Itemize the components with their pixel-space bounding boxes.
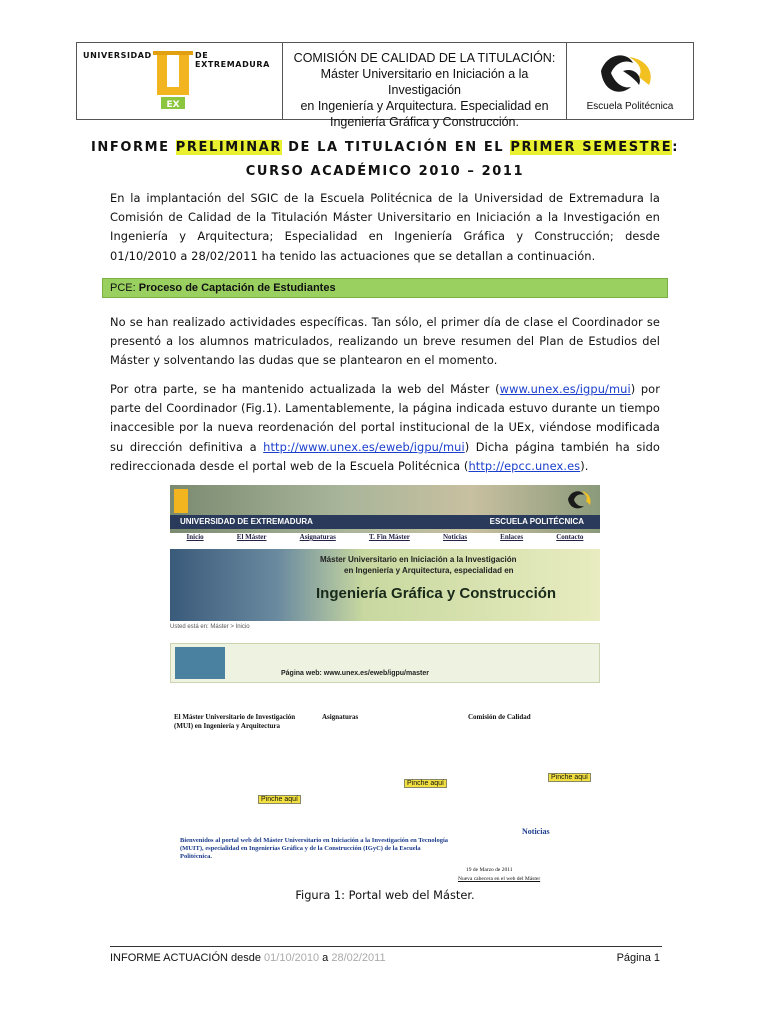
- commission-title: COMISIÓN DE CALIDAD DE LA TITULACIÓN:: [293, 51, 556, 65]
- site-hero-title: Ingeniería Gráfica y Construcción: [316, 585, 557, 602]
- school-name: Escuela Politécnica: [586, 101, 674, 112]
- footer-left: [110, 952, 386, 964]
- site-hero-line1: Máster Universitario en Iniciación a la Investigación: [320, 555, 517, 564]
- section-prefix: PCE:: [110, 282, 139, 294]
- site-col-asignaturas: [322, 713, 452, 721]
- footer-date-end: 28/02/2011: [331, 952, 386, 964]
- footer-label: INFORME ACTUACIÓN desde: [110, 952, 265, 964]
- site-nav-enlaces[interactable]: Enlaces: [500, 533, 524, 541]
- title-part1: INFORME: [90, 140, 176, 155]
- course-year: CURSO ACADÉMICO 2010 – 2011: [245, 164, 525, 179]
- paragraph-website-text3: ) Dicha página también ha sido redireccionada desde el portal web de la Escuela Politécnica (: [110, 439, 660, 473]
- site-news-date: 19 de Marzo de 2011: [466, 867, 513, 873]
- section-label: Proceso de Captación de Estudiantes: [138, 282, 336, 294]
- site-col-master: [174, 713, 304, 731]
- site-welcome-text: Bienvenidos al portal web del Máster Universitario en Iniciación a la Investigación en Tecnología (MUIT), especialidad en Ingenierías Gráfica y de la Construcción (IGyC) de la Escuela Politécnica.: [180, 837, 449, 860]
- title-part2: DE LA TITULACIÓN EN EL: [282, 140, 511, 155]
- document-header: [76, 42, 694, 129]
- paragraph-website-text1: Por otra parte, se ha mantenido actualizada la web del Máster (: [110, 382, 500, 396]
- master-title-line3: Ingeniería Gráfica y Construcción.: [330, 115, 519, 129]
- site-school-logo-icon: [566, 489, 592, 511]
- report-title-line1: [0, 136, 770, 160]
- site-banner-university: UNIVERSIDAD DE EXTREMADURA: [180, 517, 313, 526]
- footer-date-start: 01/10/2010: [264, 952, 320, 964]
- master-title-line1: Máster Universitario en Iniciación a la Investigación: [320, 67, 529, 97]
- intro-paragraph: En la implantación del SGIC de la Escuela Politécnica de la Universidad de Extremadura la Comisión de Calidad de la Titulación Máster Universitario en Iniciación a la Investigación en Ingeniería y Arquitectura; Especialidad en Ingeniería Gráfica y Construcción; desde 01/10/2010 a 28/02/2011 ha tenido las actuaciones que se detallan a continuación.: [110, 191, 660, 263]
- site-web-line: Página web: www.unex.es/eweb/igpu/master: [281, 670, 429, 677]
- uex-logo-icon: [153, 47, 193, 111]
- site-col-calidad-title: Comisión de Calidad: [468, 713, 531, 721]
- site-nav-master[interactable]: El Máster: [236, 533, 267, 541]
- escuela-politecnica-logo-icon: [593, 49, 663, 99]
- university-name-left: UNIVERSIDAD: [83, 51, 152, 60]
- site-breadcrumb: Usted está en: Máster > Inicio: [170, 624, 250, 630]
- site-nav-contacto[interactable]: Contacto: [556, 533, 584, 541]
- site-hero-line2: en Ingeniería y Arquitectura, especialidad en: [344, 566, 514, 575]
- site-info-strip: [170, 643, 600, 683]
- site-banner: [170, 485, 600, 533]
- title-highlight-semestre: PRIMER SEMESTRE: [510, 140, 673, 155]
- university-name-right: DE EXTREMADURA: [195, 51, 270, 69]
- figure-website-screenshot: [170, 485, 600, 885]
- site-nav-tfm[interactable]: T. Fin Máster: [368, 533, 410, 541]
- link-epcc[interactable]: http://epcc.unex.es: [468, 458, 581, 473]
- site-nav-asignaturas[interactable]: Asignaturas: [299, 533, 336, 541]
- site-nav: [170, 533, 600, 547]
- site-news-title: Noticias: [522, 827, 550, 836]
- site-pinche-button-1[interactable]: Pinche aquí: [258, 795, 301, 804]
- paragraph-website-text4: ).: [580, 458, 589, 473]
- svg-text:EX: EX: [166, 100, 180, 110]
- site-news-item[interactable]: Nueva cabecera en el web del Máster: [458, 876, 541, 882]
- site-col-asignaturas-title: Asignaturas: [322, 713, 359, 721]
- paragraph-website-text2: ) por parte del Coordinador (Fig.1). Lamentablemente, la página indicada estuvo durante un tiempo inaccesible por la nueva reordenación del portal institucional de la UEx, viéndose modificada su dirección definitiva a: [110, 382, 660, 454]
- page-number: Página 1: [616, 952, 660, 964]
- site-col-master-title: El Máster Universitario de Investigación (MUI) en Ingeniería y Arquitectura: [174, 713, 296, 730]
- link-igpu-mui[interactable]: www.unex.es/igpu/mui: [499, 382, 631, 396]
- site-pinche-button-3[interactable]: Pinche aquí: [548, 773, 591, 782]
- footer-divider: [110, 946, 662, 947]
- university-logo-block: [77, 43, 283, 119]
- site-col-calidad: [468, 713, 598, 721]
- site-pinche-button-2[interactable]: Pinche aquí: [404, 779, 447, 788]
- site-banner-school: ESCUELA POLITÉCNICA: [489, 517, 584, 526]
- footer-connector: a: [319, 952, 332, 964]
- header-title-block: [283, 43, 567, 129]
- paragraph-activities: No se han realizado actividades específicas. Tan sólo, el primer día de clase el Coordinador se presentó a los alumnos matriculados, realizando un breve resumen del Plan de Estudios del Máster y solventando las dudas que se plantearon en el momento.: [110, 315, 660, 368]
- paragraph-website: [110, 380, 660, 476]
- report-title: [0, 136, 770, 184]
- site-nav-inicio[interactable]: Inicio: [186, 533, 204, 541]
- site-nav-noticias[interactable]: Noticias: [442, 533, 468, 541]
- site-hero: [170, 549, 600, 621]
- link-eweb-igpu-mui[interactable]: http://www.unex.es/eweb/igpu/mui: [263, 439, 465, 454]
- title-part3: :: [672, 140, 680, 155]
- master-title-line2: en Ingeniería y Arquitectura. Especialidad en: [300, 99, 549, 113]
- school-logo-block: [567, 43, 693, 119]
- title-highlight-preliminar: PRELIMINAR: [175, 140, 283, 155]
- figure-caption: Figura 1: Portal web del Máster.: [295, 888, 475, 902]
- section-header-pce: [102, 278, 668, 298]
- report-title-line2: [0, 160, 770, 184]
